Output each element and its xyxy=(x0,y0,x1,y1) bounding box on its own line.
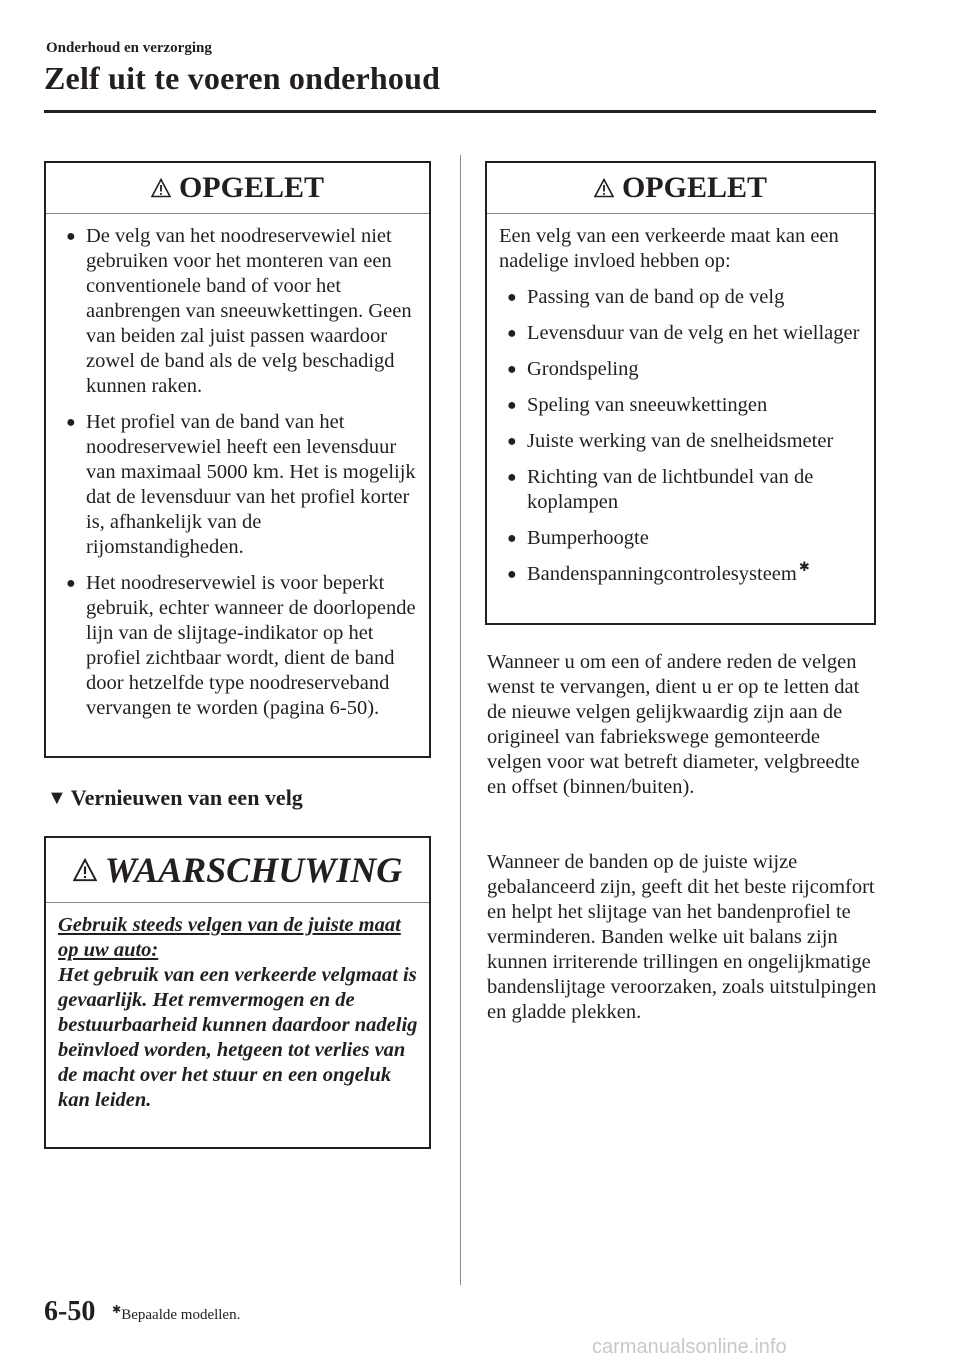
list-item: ● Juiste werking van de snelheidsmeter xyxy=(507,430,834,452)
list-item: ● Passing van de band op de velg xyxy=(507,286,785,308)
warning-triangle-icon xyxy=(594,178,614,198)
asterisk-icon: ✱ xyxy=(112,1304,122,1316)
list-item: ● Speling van sneeuwkettingen xyxy=(507,394,768,416)
section-subheading: ▼ Vernieuwen van een velg xyxy=(47,785,303,810)
title-rule xyxy=(44,110,876,113)
warning-box-header xyxy=(46,838,429,903)
list-item: ● De velg van het noodreservewiel niet gebruiken voor het monteren van een conventionele band of voor het aanbrengen van sneeuwkettingen. Geen van beiden zal juist passen waardoor zowel de band als de velg beschadigd kunnen raken. xyxy=(66,225,412,397)
body-paragraph-2: Wanneer de banden op de juiste wijze gebalanceerd zijn, geeft dit het beste rijcomfort en helpt het slijtage van het bandenprofiel te verminderen. Banden welke uit balans zijn kunnen irriterende trillingen en ongelijkmatige bandenslijtage veroorzaken, zoals uitstulpingen en gladde plekken. xyxy=(487,851,877,1023)
caution-title: OPGELET xyxy=(178,171,325,204)
caution-bullet-list xyxy=(58,224,419,721)
body-paragraph-1: Wanneer u om een of andere reden de velgen wenst te vervangen, dient u er op te letten dat de nieuwe velgen gelijkwaardig zijn aan de origineel van fabriekswege gemonteerde velgen voor wat betreft diameter, velgbreedte en offset (binnen/buiten). xyxy=(487,651,860,798)
warning-triangle-icon xyxy=(151,178,171,198)
list-item: ● Het profiel van de band van het noodreservewiel heeft een levensduur van maximaal 5000 km. Het is mogelijk dat de levensduur van het profiel korter is, afhankelijk van de rijomstandigheden. xyxy=(66,411,416,558)
column-divider xyxy=(460,155,461,1285)
section-label: Onderhoud en verzorging xyxy=(46,40,212,56)
caution-box-2 xyxy=(485,161,876,625)
page-title: Zelf uit te voeren onderhoud xyxy=(44,60,441,96)
warning-text: Het gebruik van een verkeerde velgmaat is gevaarlijk. Het remvermogen en de bestuurbaarheid kunnen daardoor nadelig beïnvloed worden, hetgeen tot verlies van de macht over het stuur en een ongeluk kan leiden. xyxy=(58,964,418,1111)
caution-bullet-list xyxy=(499,285,864,588)
warning-box xyxy=(44,836,431,1149)
triangle-down-icon: ▼ xyxy=(47,786,67,809)
list-item: ● Het noodreservewiel is voor beperkt gebruik, echter wanneer de doorlopende lijn van de slijtage-indikator op het profiel zichtbaar wordt, dient de band door hetzelfde type noodreserveband vervangen te worden (pagina 6-50). xyxy=(66,572,416,719)
list-item: ● Bandenspanningcontrolesysteem ✱ xyxy=(507,559,810,585)
caution-box-header xyxy=(46,163,429,214)
page-number: 6-50 xyxy=(44,1296,96,1327)
caution-intro: Een velg van een verkeerde maat kan een nadelige invloed hebben op: xyxy=(499,225,839,272)
caution-title: OPGELET xyxy=(621,171,768,204)
list-item: ● Richting van de lichtbundel van de koplampen xyxy=(507,466,814,513)
caution-box-header xyxy=(487,163,874,214)
warning-title: WAARSCHUWING xyxy=(104,850,403,890)
warning-lead: Gebruik steeds velgen van de juiste maat op uw auto: xyxy=(58,914,401,961)
caution-box-1 xyxy=(44,161,431,758)
footnote: ✱Bepaalde modellen. xyxy=(112,1304,241,1323)
list-item: ● Levensduur van de velg en het wiellager xyxy=(507,322,860,344)
asterisk-icon: ✱ xyxy=(798,559,810,574)
warning-triangle-icon xyxy=(73,858,97,882)
list-item: ● Grondspeling xyxy=(507,358,639,380)
list-item: ● Bumperhoogte xyxy=(507,527,649,549)
watermark: carmanualsonline.info xyxy=(592,1336,787,1358)
